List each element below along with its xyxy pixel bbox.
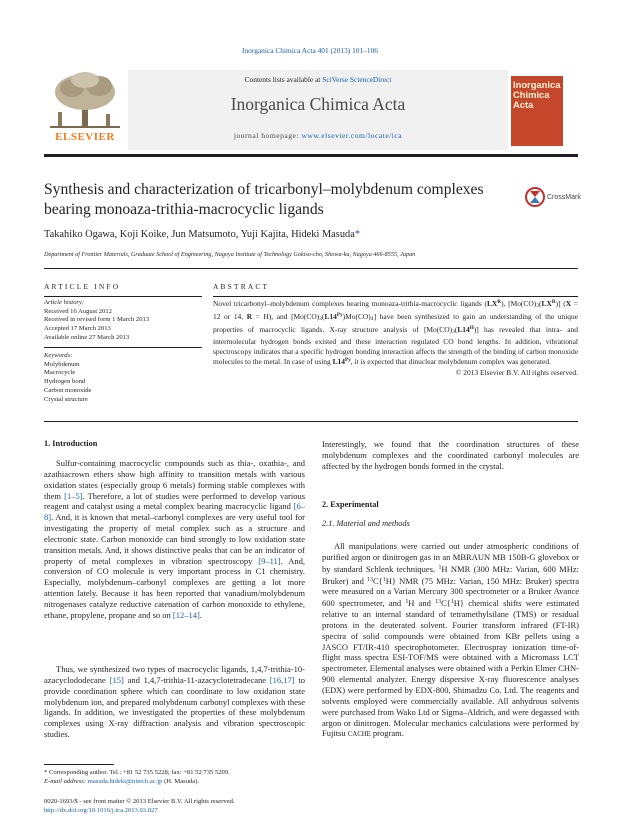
sciencedirect-link[interactable]: SciVerse ScienceDirect	[322, 75, 392, 84]
footnote-contact: Corresponding author. Tel.: +81 52 735 5228; fax: +81 52 735 5209.	[47, 769, 230, 776]
keyword-item: Crystal structure	[44, 395, 88, 403]
keywords-rule	[44, 347, 202, 348]
title-line: Synthesis and characterization of tricarbonyl–molybdenum complexes	[44, 181, 484, 198]
title-rule	[44, 268, 578, 269]
corresponding-author-mark[interactable]: *	[354, 229, 361, 240]
cover-title-line: Inorganica	[513, 79, 561, 90]
footnote-mark: *	[44, 769, 48, 776]
history-item: Available online 27 March 2013	[44, 333, 130, 341]
homepage-link[interactable]: www.elsevier.com/locate/ica	[301, 131, 403, 140]
journal-citation[interactable]: Inorganica Chimica Acta 401 (2013) 101–106	[242, 46, 378, 55]
section-heading-experimental: 2. Experimental	[322, 500, 379, 509]
reference-link[interactable]: [15]	[109, 674, 124, 685]
keywords-label: Keywords:	[44, 352, 73, 359]
reference-link[interactable]: [16,17]	[269, 674, 295, 685]
author-list	[44, 229, 578, 240]
abstract-heading: ABSTRACT	[213, 282, 270, 291]
homepage-prefix: journal homepage:	[233, 131, 302, 140]
email-link[interactable]: masuda.hideki@nitech.ac.jp	[87, 778, 163, 785]
reference-link[interactable]: [9–11]	[258, 555, 281, 566]
keyword-item: Carbon monoxide	[44, 386, 92, 394]
corresponding-author-footnote	[44, 768, 314, 786]
contents-prefix: Contents lists available at	[244, 75, 323, 84]
cover-title-line: Chimica	[513, 89, 550, 100]
cover-title	[513, 80, 563, 110]
crossmark-label: CrossMark	[547, 194, 581, 201]
title-line: bearing monoaza-trithia-macrocyclic ligands	[44, 200, 324, 218]
methods-paragraph: All manipulations were carried out under atmospheric conditions of purified argon or dinitrogen gas in an MBRAUN MB 150B-G glovebox or by standard Schlenk techniques. $^1$H NMR (300 MHz: Varian, 600 MHz: Bruker) and $^{13}$C{$^1$H} NMR (75 MHz: Varian, 150 MHz: Bruker) spectra were measured on a Varian Mercury 300 spectrometer or a Bruker Avance 600 spectrometer, and $^1$H and $^{13}$C{$^1$H} chemical shifts were estimated relative to an internal standard of tetramethylsilane (TMS) or residual protons in the deuterated solvent. Fourier transform infrared (FT-IR) spectra of solid compounds were obtained from KBr pellets using a JASCO FT/IR-410 spectrophotometer. Electrospray ionization time-of-flight mass spectra ESI-TOF/MS were obtained with a Micromass LCT spectrometer. Elemental analyses were obtained with a Perkin Elmer CHN-900 elemental analyzer. Energy dispersive X-ray fluorescence analyses (EDX) were performed by EDX-800, Shimadzu Co. Ltd. The reagents and solvents employed were commercially available. All anhydrous solvents were purchased from Wako Ltd or Sigma–Aldrich, and were degassed with argon or dinitrogen. Molecular mechanics calculations were performed by Fujitsu CACHE program.	[322, 541, 580, 739]
history-item: Received 16 August 2012	[44, 307, 112, 315]
abstract-copyright: © 2013 Elsevier B.V. All rights reserved.	[455, 368, 578, 377]
intro-paragraph-1: Sulfur-containing macrocyclic compounds such as thia-, oxathia-, and azathiacrown ethers show high affinity to transition metals with various oxidation states (especially group 6 metals) forming stable complexes with them [1–5]. Therefore, a lot of studies were performed to develop various reagent and catalyst using a metal complex bearing macrocyclic ligand [6–8]. And, it is known that metal–carbonyl complexes are very useful tool for investigating the property of metal complex such as a structure and electronic state. Carbon monoxide can bind strongly to low oxidation state transition metals. And, it shows distinctive peaks that can be an indicator of property of metal complexes in vibration spectroscopy [9–11]. And, conversion of CO molecule is very important process in C1 chemistry. Especially, molybdenum–carbonyl complexes are getting a lot more attention lately. Because it has been reported that vanadium/molybdenum nitrogenases catalyze reductive catenation of carbon monoxide to ethylene, ethane, propylene, propane and so on [12–14].	[44, 458, 306, 620]
keyword-item: Molybdenum	[44, 360, 80, 368]
elsevier-tree-icon	[44, 70, 126, 132]
history-item: Received in revised form 1 March 2013	[44, 316, 150, 324]
elsevier-wordmark: ELSEVIER	[55, 131, 115, 143]
history-label: Article history:	[44, 299, 85, 306]
email-suffix: (H. Masuda).	[162, 778, 200, 785]
keyword-item: Hydrogen bond	[44, 378, 86, 386]
abstract-text: Novel tricarbonyl–molybdenum complexes bearing monoaza-trithia-macrocyclic ligands $(LX^R)$, $[Mo(CO)3(LX^R)] (X = 12$ or 14, R = H), and $[Mo(CO)3(L14^{Py})Mo(CO)4]$ have been synthesized to gain an understanding of the unique properties of macrocyclic ligands. X-ray structure analysis of $[Mo(CO)3(L14^H)]$ has revealed that intra- and intermolecular hydrogen bonds existed and these interaction regulated CO bond lengths. In addition, vibrational spectroscopy indicates that a specific hydrogen bonding interaction affects the strength of the binding of carbon monoxide molecules to the metal. In case of using $L14^{Py}$, it is expected that dinuclear molybdenum complex was generated.	[213, 299, 579, 366]
keywords	[44, 352, 204, 404]
reference-link[interactable]: [12–14]	[172, 609, 200, 620]
journal-homepage	[128, 131, 508, 140]
header-rule	[44, 154, 578, 157]
intro-paragraph-2: Thus, we synthesized two types of macrocyclic ligands, 1,4,7-trithia-10-azacyclododecane [15] and 1,4,7-trithia-11-azacyclotetradecane [16,17] to provide coordination sphere which can coordinate to low oxidation state molybdenum ion, and prepared molybdenum carbonyl complexes with these ligands. In addition, we investigated the properties of these molybdenum complexes using X-ray diffraction analysis and vibration spectroscopic studies.	[44, 664, 305, 740]
reference-link[interactable]: [6–8]	[44, 501, 305, 523]
contents-line	[128, 75, 508, 84]
history-item: Accepted 17 March 2013	[44, 325, 111, 333]
authors-names: Takahiko Ogawa, Koji Koike, Jun Matsumoto, Yuji Kajita, Hideki Masuda	[44, 229, 355, 240]
abstract-bottom-rule	[44, 421, 578, 422]
reference-link[interactable]: [1–5]	[64, 490, 83, 501]
journal-name: Inorganica Chimica Acta	[230, 94, 406, 114]
article-info-heading: ARTICLE INFO	[44, 282, 121, 291]
footnote-rule	[44, 764, 114, 765]
article-info-rule	[44, 296, 202, 297]
front-matter	[44, 797, 314, 815]
keyword-item: Macrocycle	[44, 369, 76, 377]
subsection-heading-materials: 2.1. Material and methods	[322, 519, 410, 528]
article-history	[44, 299, 204, 343]
doi-link[interactable]: http://dx.doi.org/10.1016/j.ica.2013.03.027	[44, 807, 158, 814]
intro-paragraph-continued: Interestingly, we found that the coordination structures of these molybdenum complexes and the coordinated carbonyl molecules are affected by the hydrogen bonds formed in the crystal.	[322, 439, 579, 471]
email-label: E-mail address:	[44, 778, 88, 785]
article-title	[44, 180, 514, 219]
affiliation: Department of Frontier Materials, Graduate School of Engineering, Nagoya Institute of Technology Gokiso-cho, Showa-ku, Nagoya 466-8555, Japan	[44, 251, 416, 258]
section-heading-introduction: 1. Introduction	[44, 439, 98, 448]
abstract-rule	[213, 296, 578, 297]
crossmark-icon	[525, 186, 545, 208]
issn-line: 0020-1693/$ - see front matter © 2013 Elsevier B.V. All rights reserved.	[44, 798, 235, 805]
cover-title-line: Acta	[513, 99, 534, 110]
